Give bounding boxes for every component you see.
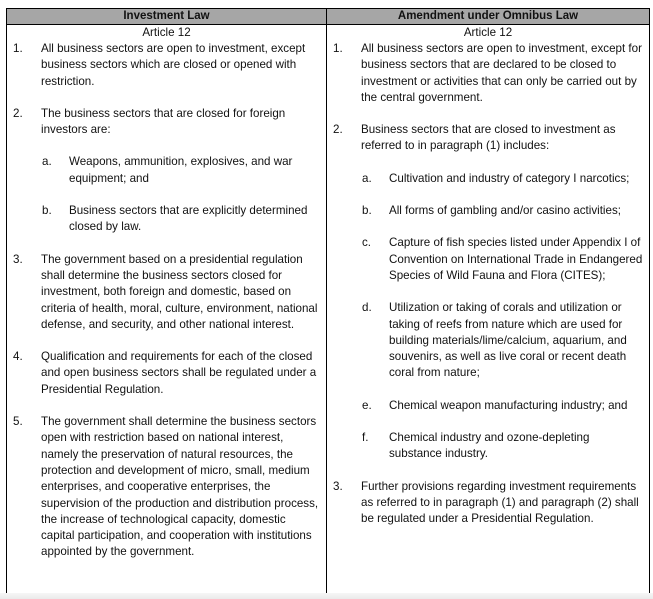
subparagraph-letter: b. — [362, 204, 372, 218]
paragraph-text: The business sectors that are closed for foreign investors are: — [41, 106, 286, 137]
paragraph-number: 3. — [13, 252, 23, 266]
paragraph-text: All business sectors are open to investment, except business sectors which are closed or opened with restriction. — [41, 42, 306, 88]
article-heading: Article 12 — [142, 26, 191, 39]
subparagraph-text: Utilization or taking of corals and utilization or taking of reefs from nature which are used for building materials/lime/calcium, aquarium, and souvenirs, as well as live coral or recent death coral from nature; — [389, 301, 627, 380]
paragraph-number: 4. — [13, 350, 23, 364]
paragraph-2 — [7, 106, 326, 139]
paragraph-4 — [7, 349, 326, 398]
paragraph-text: The government based on a presidential regulation shall determine the business sectors closed for investment, both foreign and domestic, based on criteria of health, moral, culture, environment, national defense, and security, and other national interest. — [41, 252, 318, 331]
page-bottom-edge — [0, 593, 653, 599]
paragraph-text: Business sectors that are closed to investment as referred to in paragraph (1) includes: — [361, 123, 616, 153]
table-header-row — [7, 9, 649, 25]
paragraph-number: 1. — [333, 42, 343, 55]
subparagraph-e — [327, 398, 649, 414]
paragraph-number: 2. — [13, 106, 23, 120]
subparagraph-text: All forms of gambling and/or casino activities; — [389, 204, 621, 218]
subparagraph-text: Business sectors that are explicitly determined closed by law. — [69, 204, 308, 234]
subparagraph-f — [327, 430, 649, 463]
header-investment-law: Investment Law — [123, 10, 210, 22]
subparagraph-a — [327, 171, 649, 187]
paragraph-5 — [7, 414, 326, 561]
paragraph-text: Qualification and requirements for each of the closed and open business sectors shall be regulated under a Presidential Regulation. — [41, 350, 317, 396]
paragraph-3 — [327, 479, 649, 528]
paragraph-text: Further provisions regarding investment requirements as referred to in paragraph (1) and paragraph (2) shall be regulated under a Presidential Regulation. — [361, 479, 639, 526]
subparagraph-letter: f. — [362, 431, 369, 445]
subparagraph-letter: e. — [362, 398, 372, 412]
paragraph-text: The government shall determine the business sectors open with restriction based on national interest, namely the preservation of natural resources, the protection and development of micro, small, medium enterprises, and cooperative enterprises, the supervision of the production and distribution process, the increase of technological capacity, domestic capital participation, and cooperation with institutions appointed by the government. — [41, 415, 319, 559]
paragraph-number: 5. — [13, 415, 23, 429]
paragraph-2 — [327, 122, 649, 155]
omnibus-amendment-column — [327, 25, 649, 528]
subparagraph-letter: b. — [42, 204, 52, 218]
paragraph-text: All business sectors are open to investment, except for business sectors that are declared to be closed to investment or activities that can only be carried out by the central government. — [361, 42, 642, 104]
paragraph-1 — [7, 41, 326, 90]
header-omnibus-amendment: Amendment under Omnibus Law — [397, 10, 579, 22]
subparagraph-text: Chemical weapon manufacturing industry; and — [389, 398, 628, 412]
subparagraph-letter: c. — [362, 236, 372, 250]
comparison-table — [6, 8, 650, 595]
article-heading: Article 12 — [463, 26, 513, 39]
paragraph-number: 1. — [13, 42, 23, 55]
paragraph-number: 2. — [333, 123, 343, 137]
subparagraph-a — [7, 154, 326, 187]
subparagraph-d — [327, 300, 649, 381]
subparagraph-text: Weapons, ammunition, explosives, and war equipment; and — [69, 155, 293, 185]
subparagraph-text: Chemical industry and ozone-depleting substance industry. — [389, 431, 590, 461]
paragraph-1 — [327, 41, 649, 106]
subparagraph-c — [327, 235, 649, 284]
subparagraph-text: Capture of fish species listed under Appendix I of Convention on International Trade in Endangered Species of Wild Fauna and Flora (CITES); — [389, 236, 643, 282]
subparagraph-letter: a. — [362, 171, 372, 185]
investment-law-column — [7, 25, 326, 561]
subparagraph-b — [327, 203, 649, 219]
subparagraph-text: Cultivation and industry of category I narcotics; — [389, 171, 630, 185]
paragraph-number: 3. — [333, 479, 343, 493]
subparagraph-letter: d. — [362, 301, 372, 315]
subparagraph-letter: a. — [42, 155, 52, 169]
paragraph-3 — [7, 252, 326, 333]
subparagraph-b — [7, 203, 326, 236]
